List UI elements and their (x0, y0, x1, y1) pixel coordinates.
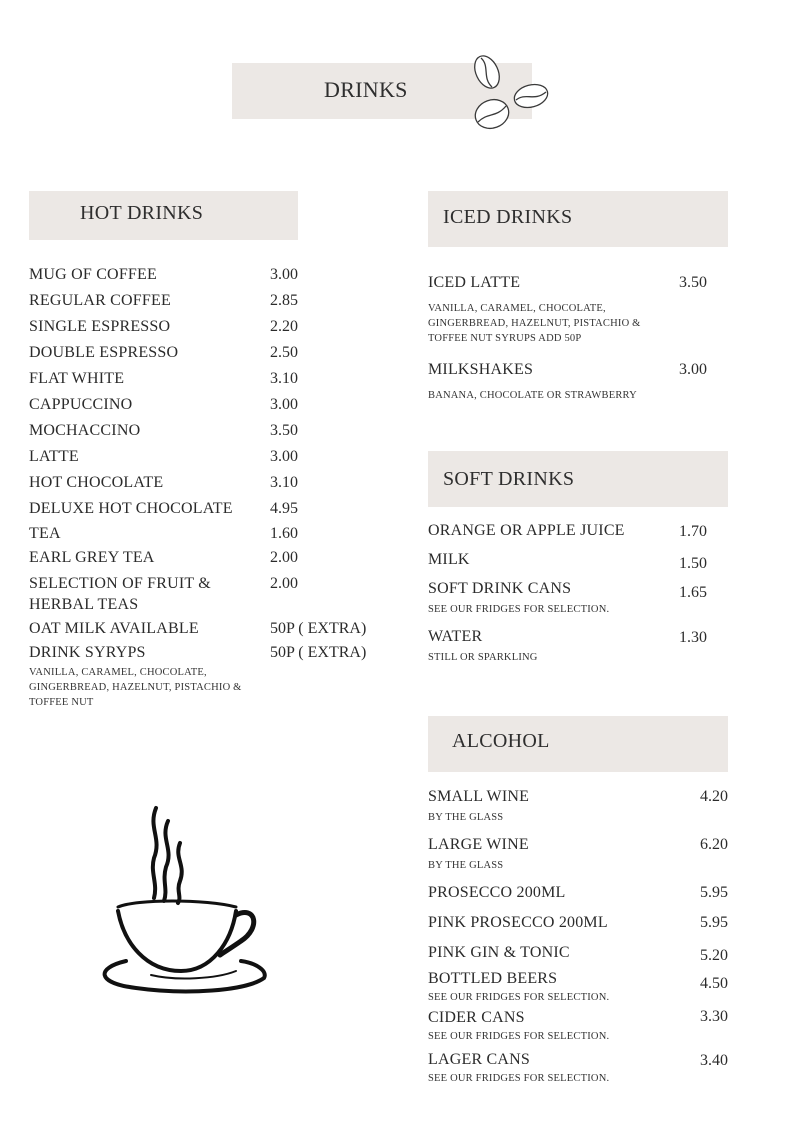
menu-item-name: BOTTLED BEERS (428, 970, 558, 987)
menu-item-price: 4.20 (700, 788, 728, 805)
menu-item-name: ORANGE OR APPLE JUICE (428, 522, 625, 539)
menu-item-price: 3.30 (700, 1008, 728, 1025)
menu-item-name: DRINK SYRYPS (29, 644, 146, 661)
menu-item-price: 3.10 (270, 474, 298, 491)
menu-item-name: MUG OF COFFEE (29, 266, 157, 283)
page-title: DRINKS (324, 77, 408, 102)
menu-item-name: PINK GIN & TONIC (428, 944, 570, 961)
menu-item-name: WATER (428, 628, 483, 645)
menu-item-price: 6.20 (700, 836, 728, 853)
menu-item-name: TEA (29, 525, 61, 542)
menu-item-price: 4.95 (270, 500, 298, 517)
menu-item-name: FLAT WHITE (29, 370, 125, 387)
menu-item-price: 5.95 (700, 884, 728, 901)
menu-item-price: 50P ( EXTRA) (270, 620, 367, 637)
menu-item-note: SEE OUR FRIDGES FOR SELECTION. (428, 604, 610, 615)
menu-item-note: SEE OUR FRIDGES FOR SELECTION. (428, 992, 610, 1003)
menu-item-price: 2.50 (270, 344, 298, 361)
menu-item-price: 50P ( EXTRA) (270, 644, 367, 661)
menu-item-name: HOT CHOCOLATE (29, 474, 164, 491)
menu-item-price: 5.20 (700, 947, 728, 964)
menu-item-name: EARL GREY TEA (29, 549, 155, 566)
menu-item-name: LAGER CANS (428, 1051, 531, 1068)
menu-item-name: SELECTION OF FRUIT & (29, 575, 211, 592)
menu-item-name: REGULAR COFFEE (29, 292, 171, 309)
menu-item-price: 3.00 (270, 396, 298, 413)
alcohol-title: ALCOHOL (452, 730, 550, 752)
menu-item-note: BY THE GLASS (428, 860, 504, 871)
menu-item-note: VANILLA, CARAMEL, CHOCOLATE, (428, 303, 606, 314)
menu-item-price: 1.30 (679, 629, 707, 646)
menu-item-price: 4.50 (700, 975, 728, 992)
menu-item-name: MILKSHAKES (428, 361, 534, 378)
menu-item-name: SOFT DRINK CANS (428, 580, 572, 597)
menu-item-price: 2.20 (270, 318, 298, 335)
menu-item-price: 1.50 (679, 555, 707, 572)
iced-drinks-title: ICED DRINKS (443, 206, 573, 228)
menu-item-price: 1.65 (679, 584, 707, 601)
menu-item-price: 3.00 (270, 266, 298, 283)
hot-drinks-title: HOT DRINKS (80, 202, 204, 224)
menu-item-price: 2.00 (270, 575, 298, 592)
menu-item-name: CAPPUCCINO (29, 396, 133, 413)
menu-item-name: DELUXE HOT CHOCOLATE (29, 500, 233, 517)
menu-item-name: HERBAL TEAS (29, 596, 139, 613)
coffee-beans-icon (468, 52, 558, 134)
menu-item-name: LATTE (29, 448, 79, 465)
menu-item-name: DOUBLE ESPRESSO (29, 344, 179, 361)
menu-item-note: GINGERBREAD, HAZELNUT, PISTACHIO & (29, 682, 242, 693)
menu-item-note: GINGERBREAD, HAZELNUT, PISTACHIO & (428, 318, 641, 329)
menu-item-name: CIDER CANS (428, 1009, 525, 1026)
menu-item-name: MOCHACCINO (29, 422, 141, 439)
menu-item-price: 3.50 (270, 422, 298, 439)
menu-item-name: MILK (428, 551, 470, 568)
menu-item-note: TOFFEE NUT SYRUPS ADD 50P (428, 333, 582, 344)
menu-item-price: 1.60 (270, 525, 298, 542)
menu-item-price: 1.70 (679, 523, 707, 540)
menu-item-price: 2.00 (270, 549, 298, 566)
menu-item-price: 3.10 (270, 370, 298, 387)
menu-item-name: OAT MILK AVAILABLE (29, 620, 199, 637)
soft-drinks-title: SOFT DRINKS (443, 468, 575, 490)
menu-item-name: SMALL WINE (428, 788, 530, 805)
menu-item-price: 5.95 (700, 914, 728, 931)
menu-item-note: TOFFEE NUT (29, 697, 94, 708)
menu-item-name: ICED LATTE (428, 274, 521, 291)
menu-item-price: 3.40 (700, 1052, 728, 1069)
menu-item-name: PINK PROSECCO 200ML (428, 914, 608, 931)
menu-item-note: SEE OUR FRIDGES FOR SELECTION. (428, 1073, 610, 1084)
menu-item-note: VANILLA, CARAMEL, CHOCOLATE, (29, 667, 207, 678)
menu-item-name: PROSECCO 200ML (428, 884, 566, 901)
coffee-cup-icon (96, 803, 271, 998)
menu-item-price: 2.85 (270, 292, 298, 309)
menu-item-note: BANANA, CHOCOLATE OR STRAWBERRY (428, 390, 637, 401)
menu-item-name: LARGE WINE (428, 836, 529, 853)
menu-item-note: BY THE GLASS (428, 812, 504, 823)
menu-item-price: 3.50 (679, 274, 707, 291)
menu-item-price: 3.00 (679, 361, 707, 378)
menu-item-note: STILL OR SPARKLING (428, 652, 538, 663)
menu-item-name: SINGLE ESPRESSO (29, 318, 171, 335)
menu-item-note: SEE OUR FRIDGES FOR SELECTION. (428, 1031, 610, 1042)
menu-item-price: 3.00 (270, 448, 298, 465)
